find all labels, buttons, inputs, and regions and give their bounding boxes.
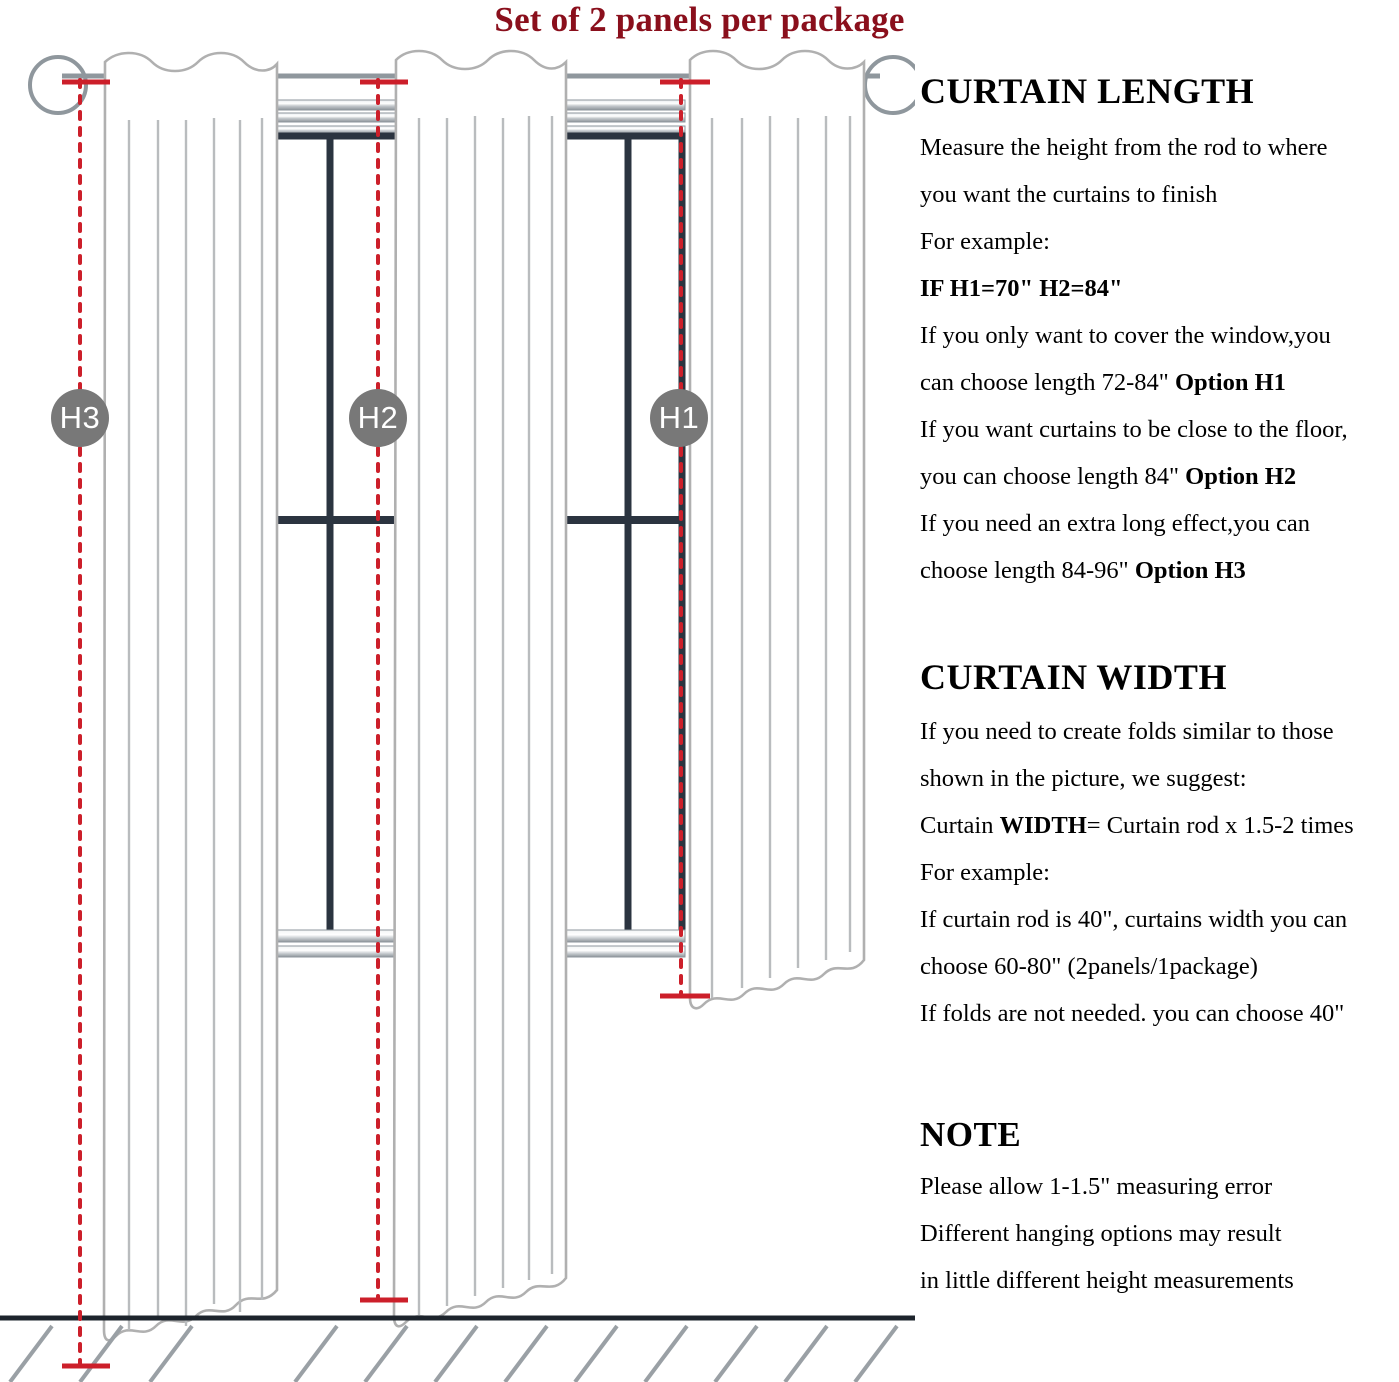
curtain-length-line-8 — [920, 453, 1399, 500]
note-line-2: Different hanging options may result — [920, 1220, 1282, 1247]
curtain-panel-left — [104, 53, 277, 1340]
curtain-width-line-2: shown in the picture, we suggest: — [920, 765, 1247, 792]
curtain-width-line-4: For example: — [920, 859, 1050, 886]
curtain-width-line-5: If curtain rod is 40", curtains width you can — [920, 906, 1348, 933]
curtain-width-line-6: choose 60-80" (2panels/1package) — [920, 953, 1258, 980]
curtain-length-line-3: For example: — [920, 228, 1050, 255]
curtain-length-line-6 — [920, 359, 1399, 406]
measure-badge-h1: H1 — [650, 389, 708, 447]
curtain-length-heading: CURTAIN LENGTH — [920, 71, 1255, 111]
section-note — [920, 1115, 1399, 1304]
curtain-width-formula — [920, 802, 1399, 849]
note-line-1: Please allow 1-1.5" measuring error — [920, 1173, 1273, 1200]
page-title: Set of 2 panels per package — [494, 0, 905, 39]
curtain-length-example-values — [920, 265, 1399, 312]
curtain-length-line-7: If you want curtains to be close to the floor, — [920, 416, 1348, 443]
curtain-panel-right — [690, 51, 864, 1008]
curtain-width-line-7: If folds are not needed. you can choose 40" — [920, 1000, 1345, 1027]
curtain-width-formula-prefix: Curtain — [920, 812, 1000, 839]
option-h1-label: Option H1 — [1174, 369, 1286, 396]
curtain-length-line-10 — [920, 547, 1399, 594]
curtain-length-line-6-text: can choose length 72-84" — [920, 369, 1175, 396]
option-h2-label: Option H2 — [1185, 463, 1297, 490]
curtain-length-line-5: If you only want to cover the window,you — [920, 322, 1331, 349]
curtain-width-formula-suffix: = Curtain rod x 1.5-2 times — [1086, 812, 1354, 839]
section-curtain-length — [920, 70, 1399, 594]
curtain-width-formula-term: WIDTH — [999, 812, 1087, 839]
curtain-length-line-10-text: choose length 84-96" — [920, 557, 1135, 584]
measure-h3 — [62, 80, 110, 1366]
curtain-length-line-8-text: you can choose length 84" — [920, 463, 1186, 490]
curtain-width-line-1: If you need to create folds similar to those — [920, 718, 1334, 745]
section-curtain-width — [920, 656, 1399, 1037]
info-text-column — [920, 70, 1399, 1304]
note-heading: NOTE — [920, 1115, 1022, 1154]
option-h3-label: Option H3 — [1134, 557, 1246, 584]
curtain-width-heading: CURTAIN WIDTH — [920, 657, 1227, 697]
measure-badge-h2: H2 — [349, 389, 407, 447]
note-line-3: in little different height measurements — [920, 1267, 1294, 1294]
curtain-panel-middle — [394, 51, 566, 1326]
curtain-length-line-1: Measure the height from the rod to where — [920, 134, 1328, 161]
curtain-length-line-2: you want the curtains to finish — [920, 181, 1218, 208]
curtain-length-line-9: If you need an extra long effect,you can — [920, 510, 1311, 537]
curtain-length-example-bold: IF H1=70" H2=84" — [920, 275, 1123, 302]
measure-badge-h3: H3 — [51, 389, 109, 447]
